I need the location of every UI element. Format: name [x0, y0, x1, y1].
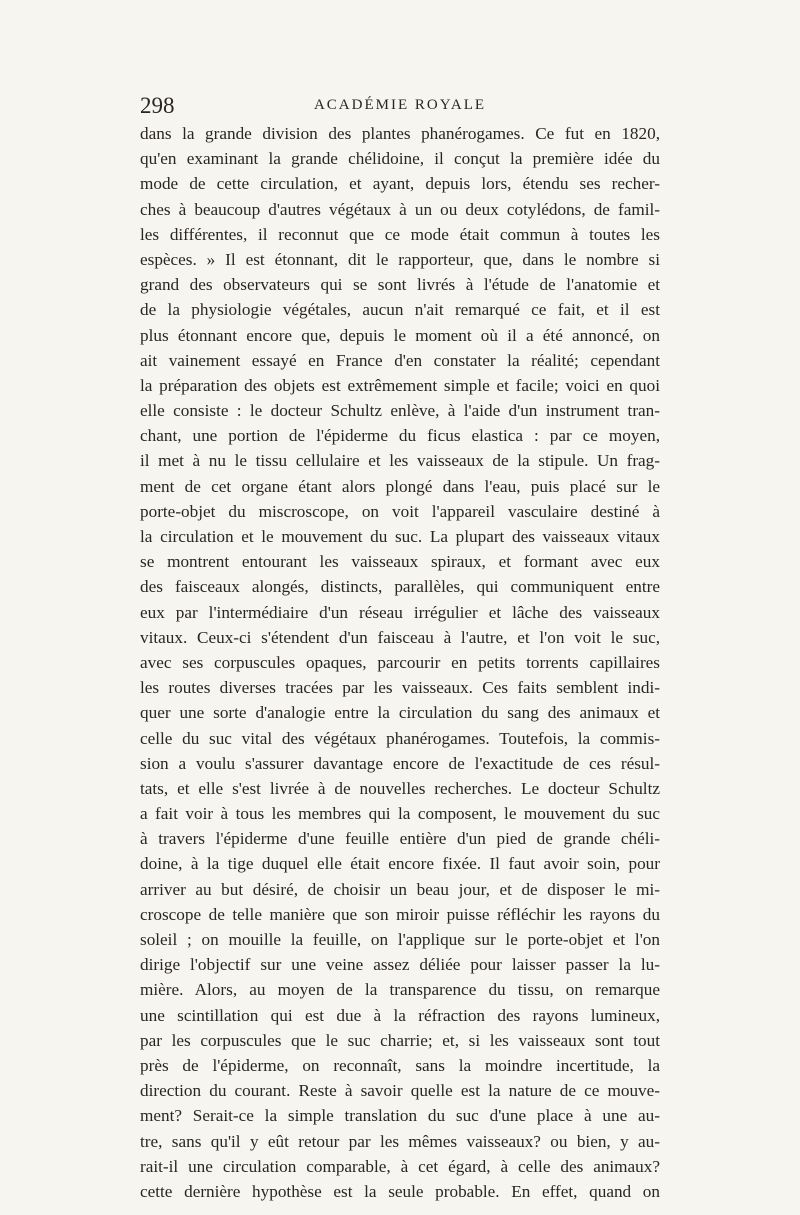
- text-line: direction du courant. Reste à savoir quelle est la nature de ce mouve-: [140, 1081, 660, 1101]
- text-line: des faisceaux alongés, distincts, parallèles, qui communiquent entre: [140, 577, 660, 597]
- text-line: celle du suc vital des végétaux phanérogames. Toutefois, la commis-: [140, 728, 660, 748]
- text-line: chant, une portion de l'épiderme du ficus elastica : par ce moyen,: [140, 426, 660, 446]
- text-line: de la physiologie végétales, aucun n'ait remarqué ce fait, et il est: [140, 300, 660, 320]
- text-line: sion a voulu s'assurer davantage encore de l'exactitude de ces résul-: [140, 753, 660, 773]
- page-number: 298: [140, 93, 175, 118]
- text-line: avec ses corpuscules opaques, parcourir en petits torrents capillaires: [140, 652, 660, 672]
- text-line: les différentes, il reconnut que ce mode était commun à toutes les: [140, 224, 660, 244]
- text-line: rait-il une circulation comparable, à cet égard, à celle des animaux?: [140, 1156, 660, 1176]
- text-line: a fait voir à tous les membres qui la composent, le mouvement du suc: [140, 804, 660, 824]
- text-line: par les corpuscules que le suc charrie; et, si les vaisseaux sont tout: [140, 1030, 660, 1050]
- text-line: une scintillation qui est due à la réfraction des rayons lumineux,: [140, 1005, 660, 1025]
- text-line: la circulation et le mouvement du suc. La plupart des vaisseaux vitaux: [140, 527, 660, 546]
- text-line: tre, sans qu'il y eût retour par les mêmes vaisseaux? ou bien, y au-: [140, 1131, 660, 1151]
- text-line: dans la grande division des plantes phanérogames. Ce fut en 1820,: [140, 124, 660, 143]
- text-line: mode de cette circulation, et ayant, depuis lors, étendu ses recher-: [140, 174, 660, 194]
- text-line: la préparation des objets est extrêmement simple et facile; voici en quoi: [140, 375, 660, 395]
- text-line: arriver au but désiré, de choisir un beau jour, et de disposer le mi-: [140, 879, 660, 899]
- text-line: porte-objet du miscroscope, on voit l'appareil vasculaire destiné à: [140, 501, 660, 521]
- text-line: croscope de telle manière que son miroir puisse réfléchir les rayons du: [140, 904, 660, 924]
- text-line: à travers l'épiderme d'une feuille entière d'un pied de grande chéli-: [140, 829, 660, 849]
- text-line: espèces. » Il est étonnant, dit le rapporteur, que, dans le nombre si: [140, 249, 660, 269]
- text-line: il met à nu le tissu cellulaire et les vaisseaux de la stipule. Un frag-: [140, 451, 660, 471]
- text-line: ment de cet organe étant alors plongé dans l'eau, puis placé sur le: [140, 476, 660, 496]
- text-line: se montrent entourant les vaisseaux spiraux, et formant avec eux: [140, 552, 660, 572]
- text-line: quer une sorte d'analogie entre la circulation du sang des animaux et: [140, 703, 660, 723]
- text-line: mière. Alors, au moyen de la transparence du tissu, on remarque: [140, 980, 660, 1000]
- text-line: soleil ; on mouille la feuille, on l'applique sur le porte-objet et l'on: [140, 930, 660, 949]
- text-line: elle consiste : le docteur Schultz enlève, à l'aide d'un instrument tran-: [140, 401, 660, 421]
- text-line: qu'en examinant la grande chélidoine, il conçut la première idée du: [140, 149, 660, 169]
- text-line: ches à beaucoup d'autres végétaux à un ou deux cotylédons, de famil-: [140, 199, 660, 219]
- text-line: dirige l'objectif sur une veine assez déliée pour laisser passer la lu-: [140, 955, 660, 975]
- text-line: plus étonnant encore que, depuis le moment où il a été annoncé, on: [140, 325, 660, 345]
- text-line: ment? Serait-ce la simple translation du suc d'une place à une au-: [140, 1106, 660, 1126]
- text-line: près de l'épiderme, on reconnaît, sans la moindre incertitude, la: [140, 1055, 660, 1075]
- running-title: ACADÉMIE ROYALE: [313, 97, 487, 113]
- text-line: grand des observateurs qui se sont livrés à l'étude de l'anatomie et: [140, 275, 660, 295]
- text-line: cette dernière hypothèse est la seule probable. En effet, quand on: [140, 1181, 660, 1201]
- text-line: vitaux. Ceux-ci s'étendent d'un faisceau à l'autre, et l'on voit le suc,: [140, 627, 660, 647]
- text-line: tats, et elle s'est livrée à de nouvelles recherches. Le docteur Schultz: [140, 778, 660, 798]
- text-line: les routes diverses tracées par les vaisseaux. Ces faits semblent indi-: [140, 678, 660, 698]
- text-line: doine, à la tige duquel elle était encore fixée. Il faut avoir soin, pour: [140, 854, 660, 874]
- page-header: [140, 93, 660, 123]
- text-line: eux par l'intermédiaire d'un réseau irrégulier et lâche des vaisseaux: [140, 602, 660, 622]
- text-line: ait vainement essayé en France d'en constater la réalité; cependant: [140, 350, 660, 370]
- body-text: [140, 121, 660, 1204]
